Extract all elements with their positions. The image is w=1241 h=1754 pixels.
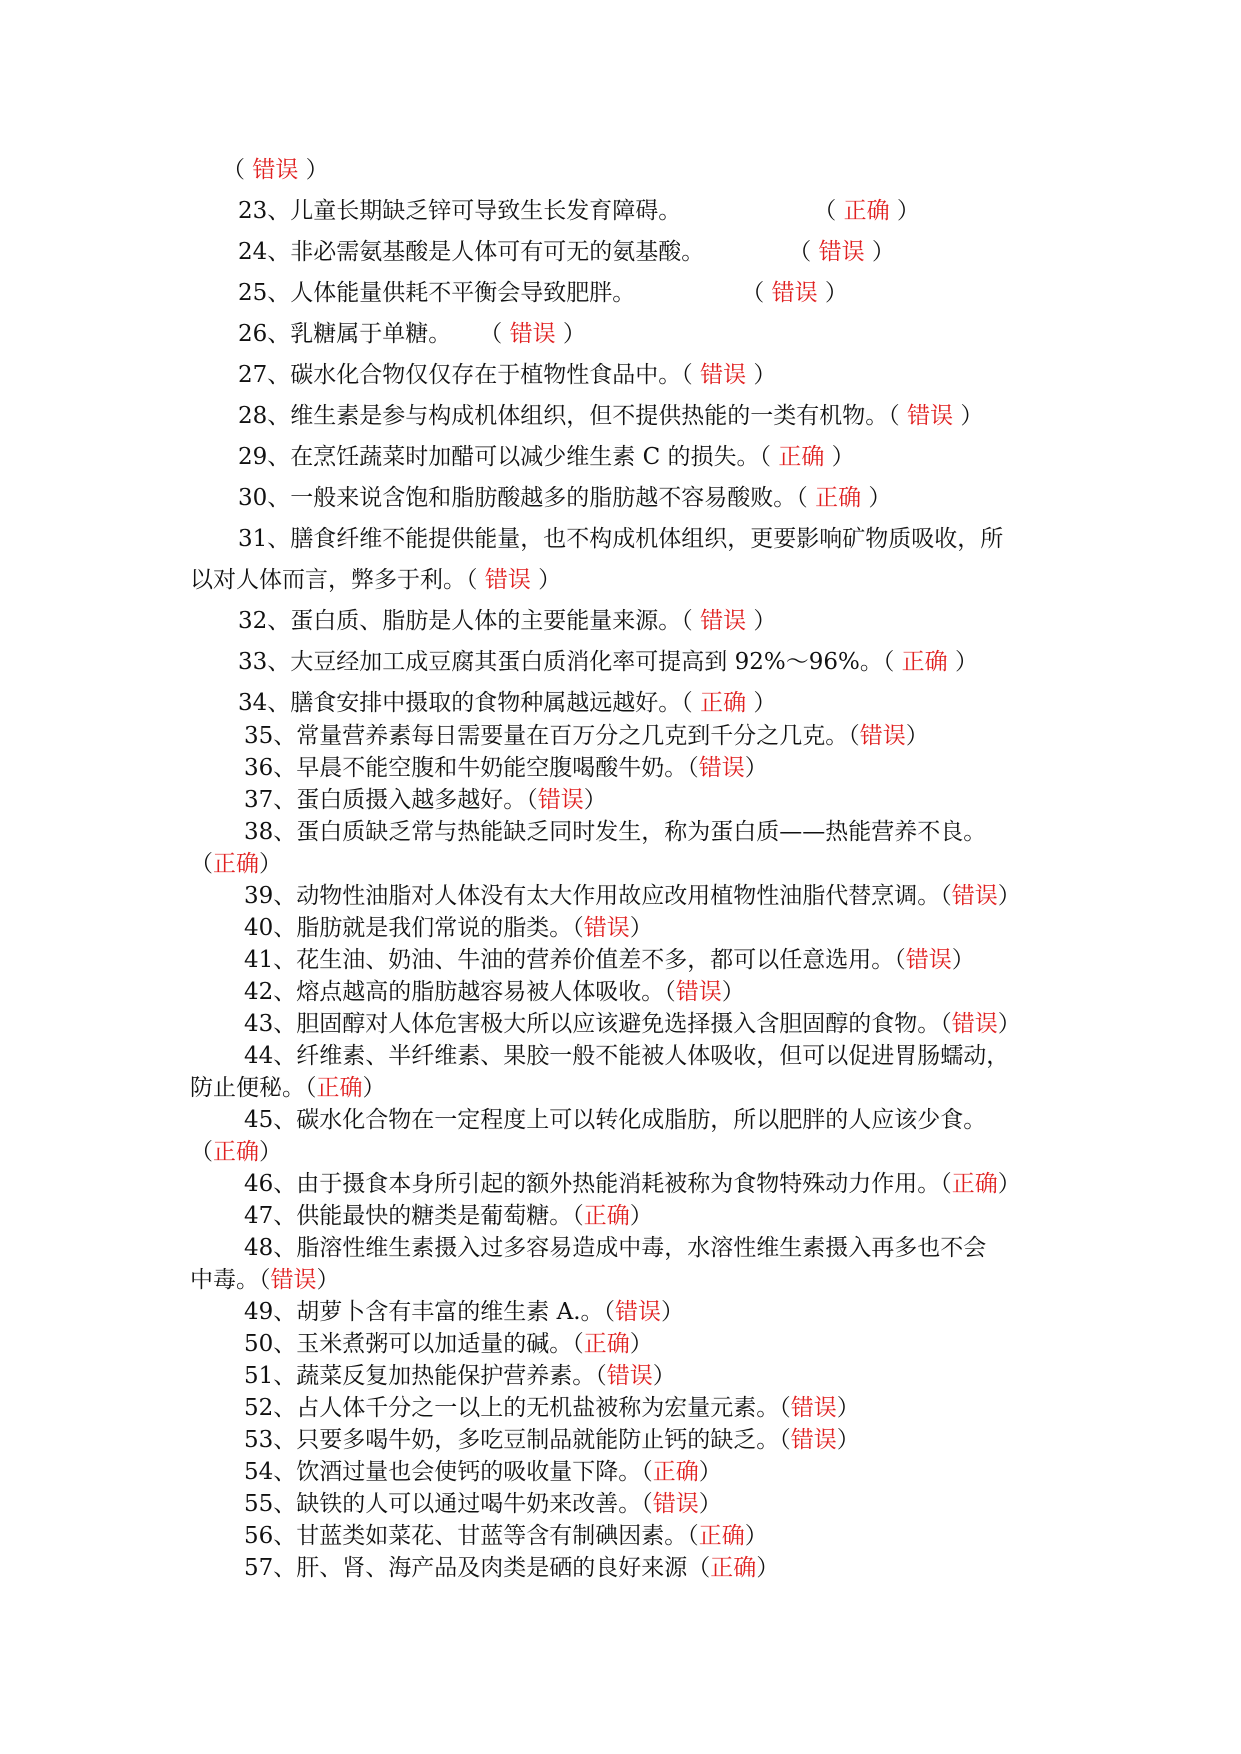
list-item: 56、甘蓝类如菜花、甘蓝等含有制碘因素。（正确） (244, 1523, 768, 1549)
list-item: 26、乳糖属于单糖。 （ 错误 ） (238, 321, 586, 347)
question-text: 48、脂溶性维生素摄入过多容易造成中毒，水溶性维生素摄入再多也不会 (244, 1235, 987, 1261)
list-item: 40、脂肪就是我们常说的脂类。（错误） (244, 915, 653, 941)
list-item: 42、熔点越高的脂肪越容易被人体吸收。（错误） (244, 979, 745, 1005)
answer: 错误 (790, 1427, 837, 1453)
list-item: 24、非必需氨基酸是人体可有可无的氨基酸。 （ 错误 ） (238, 239, 895, 265)
question-text: 28、维生素是参与构成机体组织，但不提供热能的一类有机物。 (238, 403, 889, 429)
question-text: 50、玉米煮粥可以加适量的碱。 (244, 1331, 573, 1357)
list-item: 32、蛋白质、脂肪是人体的主要能量来源。（ 错误 ） (238, 608, 777, 634)
answer: 错误 (606, 1363, 653, 1389)
question-text: 25、人体能量供耗不平衡会导致肥胖。 (238, 280, 636, 306)
question-text: 中毒。 (190, 1267, 259, 1293)
question-text: 36、早晨不能空腹和牛奶能空腹喝酸牛奶。 (244, 755, 688, 781)
answer: 错误 (252, 157, 299, 183)
list-item (244, 1042, 1009, 1070)
question-text: 30、一般来说含饱和脂肪酸越多的脂肪越不容易酸败。 (238, 485, 797, 511)
question-text: 35、常量营养素每日需要量在百万分之几克到千分之几克。 (244, 723, 849, 749)
list-item: 55、缺铁的人可以通过喝牛奶来改善。（错误） (244, 1491, 722, 1517)
question-text: 44、纤维素、半纤维素、果胶一般不能被人体吸收，但可以促进胃肠蠕动， (244, 1043, 1010, 1069)
answer: 正确 (843, 198, 890, 224)
list-item: 47、供能最快的糖类是葡萄糖。（正确） (244, 1203, 653, 1229)
question-text: 39、动物性油脂对人体没有太大作用故应改用植物性油脂代替烹调。 (244, 883, 941, 909)
question-text: 43、胆固醇对人体危害极大所以应该避免选择摄入含胆固醇的食物。 (244, 1011, 941, 1037)
answer: 正确 (583, 1203, 630, 1229)
answer: 正确 (901, 649, 948, 675)
list-item: 43、胆固醇对人体危害极大所以应该避免选择摄入含胆固醇的食物。（错误） (244, 1011, 1021, 1037)
answer: 错误 (675, 979, 722, 1005)
question-text: 23、儿童长期缺乏锌可导致生长发育障碍。 (238, 198, 682, 224)
question-text: 31、膳食纤维不能提供能量，也不构成机体组织，更要影响矿物质吸收，所 (238, 526, 1004, 552)
question-text: 47、供能最快的糖类是葡萄糖。 (244, 1203, 573, 1229)
answer: 错误 (790, 1395, 837, 1421)
answer: 错误 (698, 755, 745, 781)
list-item: 36、早晨不能空腹和牛奶能空腹喝酸牛奶。（错误） (244, 755, 768, 781)
list-item: 30、一般来说含饱和脂肪酸越多的脂肪越不容易酸败。（ 正确 ） (238, 485, 892, 511)
question-text: 55、缺铁的人可以通过喝牛奶来改善。 (244, 1491, 642, 1517)
answer: 正确 (700, 690, 747, 716)
answer: 正确 (710, 1555, 757, 1581)
answer: 正确 (951, 1171, 998, 1197)
answer: 错误 (700, 362, 747, 388)
list-item: 29、在烹饪蔬菜时加醋可以减少维生素 C 的损失。（ 正确 ） (238, 444, 855, 470)
list-item: 27、碳水化合物仅仅存在于植物性食品中。（ 错误 ） (238, 362, 777, 388)
question-text: 46、由于摄食本身所引起的额外热能消耗被称为食物特殊动力作用。 (244, 1171, 941, 1197)
question-text: 56、甘蓝类如菜花、甘蓝等含有制碘因素。 (244, 1523, 688, 1549)
question-text: 52、占人体千分之一以上的无机盐被称为宏量元素。 (244, 1395, 780, 1421)
answer: 错误 (537, 787, 584, 813)
answer: 错误 (583, 915, 630, 941)
list-item (244, 1234, 986, 1262)
question-text: 26、乳糖属于单糖。 (238, 321, 452, 347)
list-item (238, 525, 1003, 553)
list-item: 51、蔬菜反复加热能保护营养素。（错误） (244, 1363, 676, 1389)
answer: 正确 (815, 485, 862, 511)
answer: 错误 (859, 723, 906, 749)
list-item: 53、只要多喝牛奶，多吃豆制品就能防止钙的缺乏。（错误） (244, 1427, 860, 1453)
list-item (244, 1106, 986, 1134)
list-item-continuation: （正确） (190, 1139, 282, 1165)
list-item: 39、动物性油脂对人体没有太大作用故应改用植物性油脂代替烹调。（错误） (244, 883, 1021, 909)
question-text: 29、在烹饪蔬菜时加醋可以减少维生素 C 的损失。 (238, 444, 760, 470)
question-text: 53、只要多喝牛奶，多吃豆制品就能防止钙的缺乏。 (244, 1427, 780, 1453)
question-text: 42、熔点越高的脂肪越容易被人体吸收。 (244, 979, 665, 1005)
answer: 错误 (907, 403, 954, 429)
answer: 错误 (509, 321, 556, 347)
list-item: 41、花生油、奶油、牛油的营养价值差不多，都可以任意选用。（错误） (244, 947, 975, 973)
list-item (222, 156, 329, 184)
question-text: 27、碳水化合物仅仅存在于植物性食品中。 (238, 362, 682, 388)
question-text: 38、蛋白质缺乏常与热能缺乏同时发生，称为蛋白质——热能营养不良。 (244, 819, 987, 845)
answer: 错误 (270, 1267, 317, 1293)
list-item: 35、常量营养素每日需要量在百万分之几克到千分之几克。（错误） (244, 723, 929, 749)
answer: 错误 (951, 883, 998, 909)
list-item: 28、维生素是参与构成机体组织，但不提供热能的一类有机物。（ 错误 ） (238, 403, 984, 429)
answer: 正确 (316, 1075, 363, 1101)
list-item: 37、蛋白质摄入越多越好。（错误） (244, 787, 607, 813)
list-item (244, 818, 986, 846)
list-item: 25、人体能量供耗不平衡会导致肥胖。 （ 错误 ） (238, 280, 848, 306)
list-item: 50、玉米煮粥可以加适量的碱。（正确） (244, 1331, 653, 1357)
answer: 正确 (583, 1331, 630, 1357)
list-item-continuation: 以对人体而言，弊多于利。（ 错误 ） (190, 567, 562, 593)
answer: 正确 (213, 1139, 259, 1165)
question-text: 34、膳食安排中摄取的食物种属越远越好。 (238, 690, 682, 716)
answer: 正确 (698, 1523, 745, 1549)
answer: 错误 (818, 239, 865, 265)
answer: 错误 (951, 1011, 998, 1037)
list-item-continuation: 中毒。（错误） (190, 1267, 340, 1293)
answer: 错误 (652, 1491, 699, 1517)
answer: 错误 (700, 608, 747, 634)
question-text: 54、饮酒过量也会使钙的吸收量下降。 (244, 1459, 642, 1485)
answer: 错误 (905, 947, 952, 973)
list-item: 23、儿童长期缺乏锌可导致生长发育障碍。 （ 正确 ） (238, 198, 920, 224)
question-text: 33、大豆经加工成豆腐其蛋白质消化率可提高到 92%～96%。 (238, 649, 883, 675)
question-text: 45、碳水化合物在一定程度上可以转化成脂肪，所以肥胖的人应该少食。 (244, 1107, 987, 1133)
list-item: 34、膳食安排中摄取的食物种属越远越好。（ 正确 ） (238, 690, 777, 716)
list-item: 54、饮酒过量也会使钙的吸收量下降。（正确） (244, 1459, 722, 1485)
paren-close: ） (298, 157, 329, 183)
answer: 错误 (615, 1299, 661, 1325)
list-item: 46、由于摄食本身所引起的额外热能消耗被称为食物特殊动力作用。（正确） (244, 1171, 1021, 1197)
answer: 错误 (771, 280, 818, 306)
list-item: 49、胡萝卜含有丰富的维生素 A.。（错误） (244, 1299, 684, 1325)
list-item: 52、占人体千分之一以上的无机盐被称为宏量元素。（错误） (244, 1395, 860, 1421)
list-item-continuation: （正确） (190, 851, 282, 877)
answer: 正确 (213, 851, 259, 877)
list-item-continuation: 防止便秘。（正确） (190, 1075, 386, 1101)
question-text: 57、肝、肾、海产品及肉类是硒的良好来源 (244, 1555, 688, 1581)
list-item: 33、大豆经加工成豆腐其蛋白质消化率可提高到 92%～96%。（ 正确 ） (238, 649, 978, 675)
question-text: 以对人体而言，弊多于利。 (190, 567, 466, 593)
answer: 正确 (778, 444, 825, 470)
answer: 正确 (652, 1459, 699, 1485)
question-text: 防止便秘。 (190, 1075, 305, 1101)
answer: 错误 (484, 567, 531, 593)
paren-open: （ (222, 157, 253, 183)
question-text: 49、胡萝卜含有丰富的维生素 A.。 (244, 1299, 604, 1325)
question-text: 37、蛋白质摄入越多越好。 (244, 787, 527, 813)
question-text: 40、脂肪就是我们常说的脂类。 (244, 915, 573, 941)
question-text: 24、非必需氨基酸是人体可有可无的氨基酸。 (238, 239, 705, 265)
question-text: 41、花生油、奶油、牛油的营养价值差不多，都可以任意选用。 (244, 947, 895, 973)
question-text: 51、蔬菜反复加热能保护营养素。 (244, 1363, 596, 1389)
question-text: 32、蛋白质、脂肪是人体的主要能量来源。 (238, 608, 682, 634)
list-item: 57、肝、肾、海产品及肉类是硒的良好来源（正确） (244, 1555, 780, 1581)
